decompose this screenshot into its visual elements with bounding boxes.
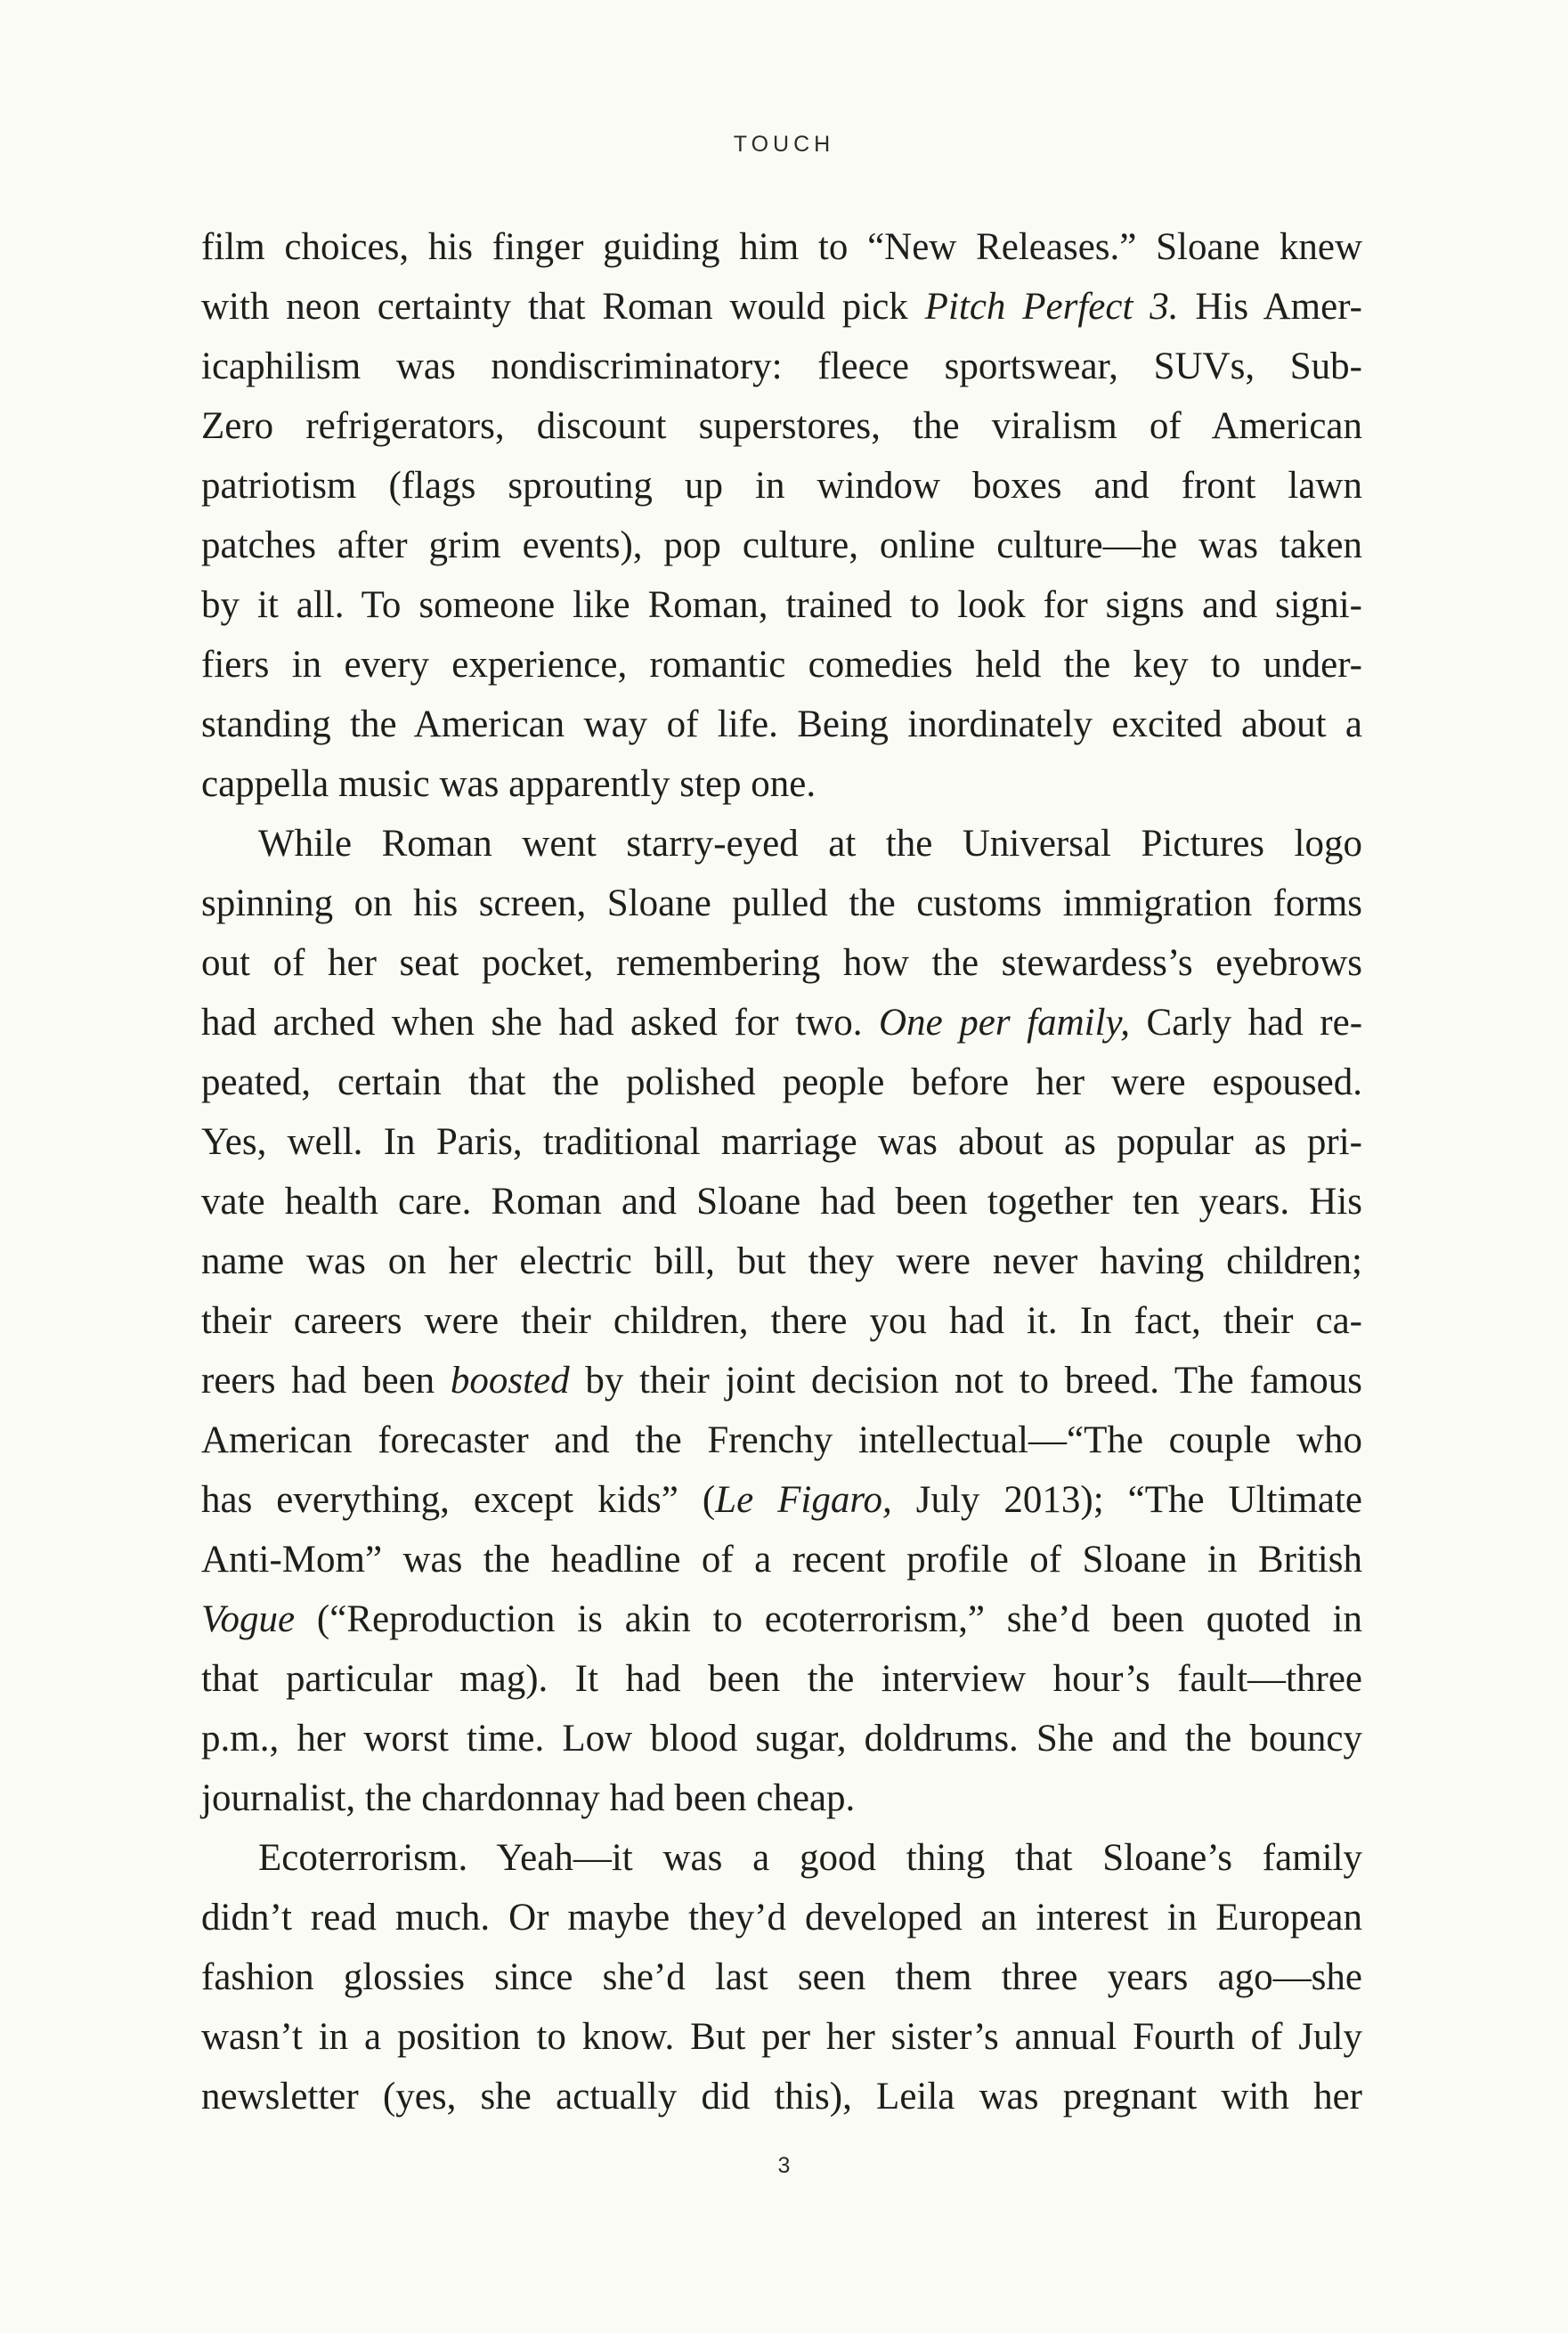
running-head: TOUCH [733, 132, 835, 157]
text-line: icaphilism was nondiscriminatory: fleece sportswear, SUVs, Sub- [201, 345, 1362, 387]
text-line: Ecoterrorism. Yeah—it was a good thing that Sloane’s family [258, 1837, 1362, 1879]
text-line: had arched when she had asked for two. One per family, Carly had re- [201, 1002, 1363, 1044]
text-line: vate health care. Roman and Sloane had been together ten years. His [201, 1181, 1362, 1223]
text-line: wasn’t in a position to know. But per her sister’s annual Fourth of July [201, 2016, 1362, 2058]
text-line: Anti-Mom” was the headline of a recent profile of Sloane in British [201, 1539, 1362, 1581]
page-number: 3 [777, 2153, 791, 2178]
text-line: standing the American way of life. Being inordinately excited about a [201, 703, 1362, 745]
text-line: patches after grim events), pop culture, online culture—he was taken [201, 524, 1362, 566]
text-line: Vogue (“Reproduction is akin to ecoterrorism,” she’d been quoted in [201, 1598, 1362, 1640]
text-line: spinning on his screen, Sloane pulled the customs immigration forms [201, 882, 1362, 924]
text-line: Zero refrigerators, discount superstores, the viralism of American [201, 405, 1362, 447]
text-line: While Roman went starry-eyed at the Universal Pictures logo [258, 823, 1362, 865]
text-line: with neon certainty that Roman would pick Pitch Perfect 3. His Amer- [201, 286, 1362, 328]
text-line: journalist, the chardonnay had been cheap. [201, 1777, 856, 1819]
text-line: reers had been boosted by their joint decision not to breed. The famous [201, 1360, 1363, 1402]
publication-title: Le Figaro, [715, 1479, 892, 1521]
text-line: p.m., her worst time. Low blood sugar, doldrums. She and the bouncy [201, 1718, 1362, 1760]
text-line: Yes, well. In Paris, traditional marriage was about as popular as pri- [201, 1121, 1362, 1163]
publication-title: Vogue [201, 1598, 296, 1640]
text-line: American forecaster and the Frenchy intellectual—“The couple who [201, 1419, 1362, 1461]
text-line: fashion glossies since she’d last seen them three years ago—she [201, 1956, 1362, 1998]
text-line: that particular mag). It had been the interview hour’s fault—three [201, 1658, 1362, 1700]
text-line: patriotism (flags sprouting up in window boxes and front lawn [201, 465, 1362, 507]
text-line: didn’t read much. Or maybe they’d developed an interest in European [201, 1897, 1362, 1939]
text-line: their careers were their children, there you had it. In fact, their ca- [201, 1300, 1362, 1342]
text-line: film choices, his finger guiding him to “New Releases.” Sloane knew [201, 226, 1362, 268]
italic-phrase: One per family, [879, 1002, 1130, 1044]
body-text [201, 217, 1362, 2126]
italic-word: boosted [450, 1360, 570, 1402]
text-line: by it all. To someone like Roman, trained to look for signs and signi- [201, 584, 1362, 626]
text-line: peated, certain that the polished people before her were espoused. [201, 1061, 1362, 1103]
text-line: cappella music was apparently step one. [201, 763, 816, 805]
text-line: fiers in every experience, romantic comedies held the key to under- [201, 644, 1362, 686]
text-line: has everything, except kids” (Le Figaro, July 2013); “The Ultimate [201, 1479, 1363, 1521]
text-line: out of her seat pocket, remembering how the stewardess’s eyebrows [201, 942, 1362, 984]
film-title: Pitch Perfect 3. [924, 286, 1179, 328]
text-line: name was on her electric bill, but they were never having children; [201, 1240, 1362, 1282]
text-line: newsletter (yes, she actually did this), Leila was pregnant with her [201, 2076, 1362, 2118]
